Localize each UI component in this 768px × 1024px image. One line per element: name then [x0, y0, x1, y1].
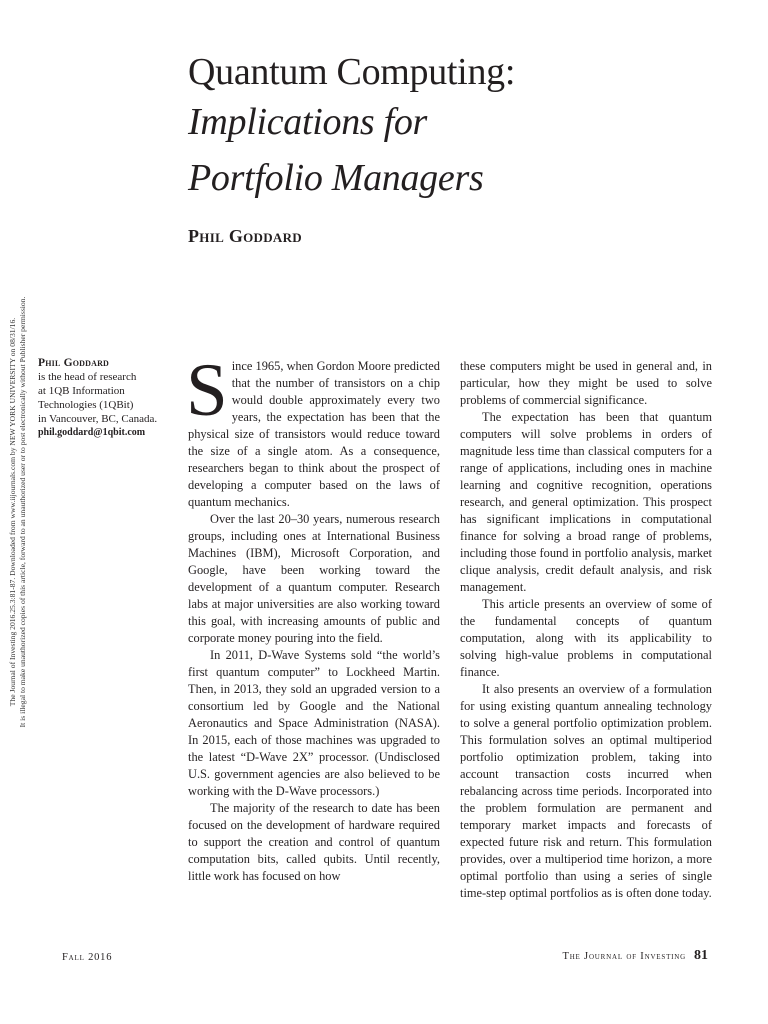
- copyright-notice-line2: It is illegal to make unauthorized copies of this article, forward to an unauthorized user or to post electronically without Publisher permission.: [18, 296, 27, 728]
- author-byline: Phil Goddard: [188, 226, 302, 246]
- title-main: Quantum Computing:: [188, 51, 516, 93]
- title-subtitle-line1: Implications for: [188, 101, 428, 143]
- author-email: phil.goddard@1qbit.com: [38, 427, 146, 438]
- author-bio-name: Phil Goddard: [38, 357, 110, 369]
- article-title: [188, 50, 728, 206]
- copyright-notice-line1: The Journal of Investing 2016.25.3:81-87. Downloaded from www.iijournals.com by NEW YORK UNIVERSITY on 08/31/16.: [8, 317, 17, 707]
- paragraph: The majority of the research to date has been focused on the development of hardware required to support the creation and control of quantum computation bits, called qubits. Until recently, little work has focused on how: [188, 801, 440, 883]
- author-bio-line: at 1QB Information: [38, 385, 125, 397]
- body-column-right: [460, 358, 712, 902]
- paragraph: these computers might be used in general and, in particular, how they might be used to solve problems of commercial significance.: [460, 359, 712, 407]
- author-bio-line: is the head of research: [38, 371, 137, 383]
- author-bio: [38, 356, 178, 440]
- copyright-notice: [0, 0, 36, 1024]
- paragraph: This article presents an overview of some of the fundamental concepts of quantum computation, along with its applicability to solving high-value problems in computational finance.: [460, 597, 712, 679]
- page-number: 81: [694, 948, 708, 963]
- drop-cap: S: [186, 349, 228, 432]
- footer-issue: Fall 2016: [62, 952, 113, 963]
- footer-journal-name: The Journal of Investing: [562, 951, 686, 962]
- footer-journal: [562, 948, 708, 964]
- author-bio-line: Technologies (1QBit): [38, 399, 134, 411]
- paragraph: In 2011, D-Wave Systems sold “the world’s first quantum computer” to Lockheed Martin. Then, in 2013, they sold an upgraded version to a consortium led by Google and the National Aeronautics and Space Administration (NASA). In 2015, each of those machines was upgraded to the latest “D-Wave 2X” processor. (Undisclosed U.S. government agencies are also believed to be working with the D-Wave processors.): [188, 648, 440, 798]
- paragraph: [186, 349, 440, 511]
- body-column-left: [186, 349, 440, 885]
- paragraph-text: ince 1965, when Gordon Moore predicted that the number of transistors on a chip would double approximately every two years, the expectation has been that the physical size of transistors would reduce toward the size of a single atom. As a consequence, researchers began to think about the prospect of developing a computer based on the laws of quantum mechanics.: [188, 359, 440, 509]
- paragraph: The expectation has been that quantum computers will solve problems in orders of magnitude less time than classical computers for a range of applications, including ones in machine learning and cognitive recognition, operations research, and general optimization. This prospect has significant implications in computational finance for solving a broad range of problems, including those found in portfolio analysis, market clique analysis, credit default analysis, and risk management.: [460, 410, 712, 594]
- author-bio-line: in Vancouver, BC, Canada.: [38, 413, 158, 425]
- paragraph: It also presents an overview of a formulation for using existing quantum annealing technology to solve a general portfolio optimization problem. This formulation solves an optimal multiperiod portfolio optimization problem, taking into account transaction costs incurred when rebalancing across time periods. Incorporated into the problem formulation are permanent and temporary market impacts and forecasts of expected future risk and return. This formulation provides, over a multiperiod time horizon, a more optimal portfolio than using a series of single time-step optimal portfolios as is often done today.: [460, 682, 712, 900]
- title-subtitle-line2: Portfolio Managers: [188, 157, 484, 199]
- paragraph: Over the last 20–30 years, numerous research groups, including ones at International Business Machines (IBM), Microsoft Corporation, and Google, have been working toward the development of a quantum computer. Research labs at major universities are also working toward this goal, with increasing amounts of public and corporate money pouring into the field.: [188, 512, 440, 645]
